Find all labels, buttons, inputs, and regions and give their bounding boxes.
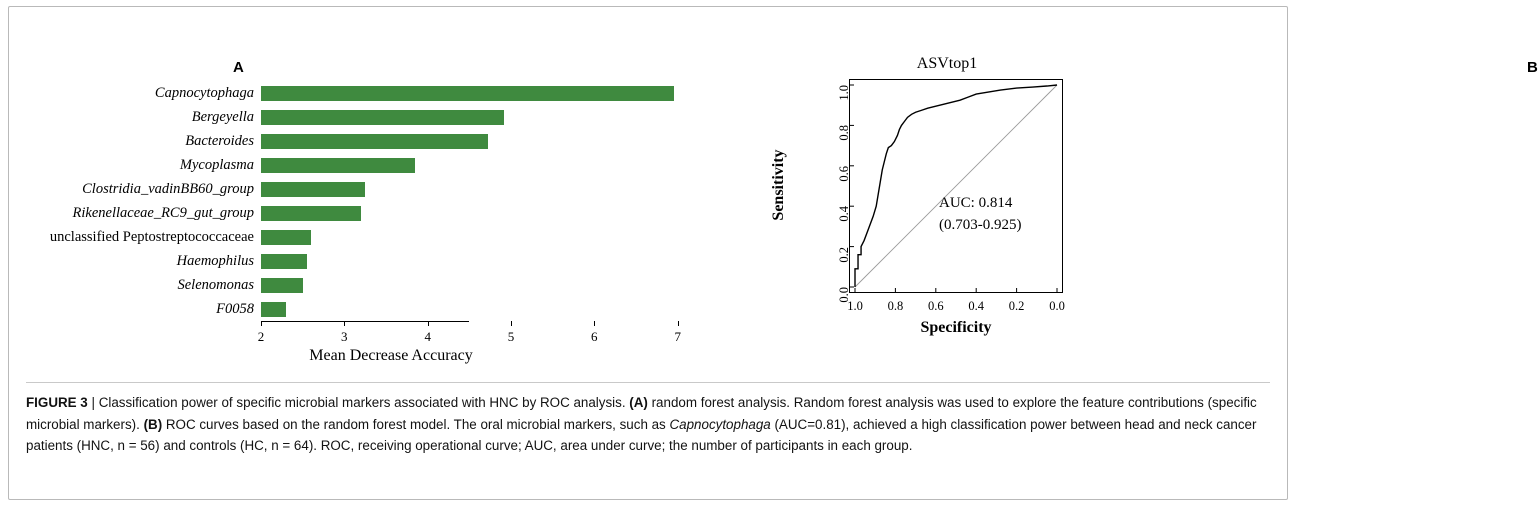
roc-y-tick-label: 0.4 [837, 206, 852, 222]
roc-x-tick-label: 1.0 [847, 299, 863, 313]
roc-y-tick-label: 0.6 [837, 165, 852, 182]
bar-chart-plot-area [49, 81, 711, 321]
roc-y-tick-label: 1.0 [837, 85, 852, 101]
bar-row [191, 105, 711, 129]
x-axis-tick-label: 7 [674, 329, 681, 344]
bar-category-label: Bergeyella [191, 108, 254, 125]
x-axis-tick-label: 4 [424, 329, 431, 344]
caption-segment: random forest analysis. Random forest analysis was used to explore the feature contributions (specific microbial markers). [26, 395, 1257, 432]
figure-panels [9, 7, 1538, 375]
bar-category-label: F0058 [216, 300, 254, 317]
roc-x-tick-label: 0.2 [1008, 299, 1025, 313]
roc-y-tick-label: 0.0 [837, 287, 852, 303]
bar-rect [261, 134, 488, 149]
caption-segment: ROC curves based on the random forest model. The oral microbial markers, such as [162, 416, 670, 432]
caption-segment: (A) [629, 395, 648, 410]
roc-curve-svg [849, 79, 1063, 293]
x-axis-tick-label: 2 [257, 329, 265, 344]
roc-y-tick-labels [815, 79, 852, 303]
roc-auc-annotation [939, 193, 1022, 237]
bar-row [72, 201, 711, 225]
x-axis-tick [594, 321, 595, 326]
bar-rect [261, 230, 311, 245]
bar-category-label: Capnocytophaga [154, 84, 254, 101]
bar-category-label: Mycoplasma [179, 156, 254, 173]
bar-row [176, 249, 711, 273]
x-axis-line [261, 321, 469, 322]
x-axis-tick [344, 321, 345, 326]
x-axis-tick [261, 321, 262, 326]
bar-row [216, 297, 711, 321]
bar-rect [261, 206, 361, 221]
roc-y-tick-label: 0.8 [837, 125, 852, 142]
x-axis-tick-label: 6 [591, 329, 598, 344]
bar-row [154, 81, 711, 105]
bar-rect [261, 158, 415, 173]
roc-y-axis-title: Sensitivity [770, 149, 787, 221]
bar-row [185, 129, 711, 153]
roc-x-tick-label: 0.4 [968, 299, 984, 313]
roc-x-tick-label: 0.0 [1049, 299, 1065, 313]
x-axis-tick [678, 321, 679, 326]
panel-b-label: B [1527, 59, 1538, 76]
bar-rect [261, 110, 504, 125]
caption-segment: Capnocytophaga [669, 416, 771, 432]
panel-a [9, 7, 749, 375]
bar-row [177, 273, 711, 297]
bar-category-label: Haemophilus [176, 252, 254, 269]
bar-rect [261, 86, 674, 101]
roc-x-tick-label: 0.8 [887, 299, 904, 313]
bar-category-label: Clostridia_vadinBB60_group [82, 180, 254, 197]
bar-category-label: Rikenellaceae_RC9_gut_group [72, 204, 254, 221]
caption-segment: Classification power of specific microbial markers associated with HNC by ROC analysis. [98, 395, 630, 410]
bar-row [179, 153, 711, 177]
caption-divider [26, 382, 1270, 383]
caption-segment: (AUC=0.81), achieved a high classification power between head and neck cancer patients (HNC, n = 56) and controls (HC, n = 64). ROC, receiving operational curve; AUC, area under curve; the number of participants in each group. [26, 416, 1257, 454]
roc-auc-ci: (0.703-0.925) [939, 216, 1022, 233]
bar-category-label: Bacteroides [185, 132, 254, 149]
roc-diagonal-reference-line [855, 85, 1057, 287]
panel-a-label: A [233, 59, 244, 76]
bar-rect [261, 182, 365, 197]
bar-rect [261, 302, 286, 317]
x-axis-tick-label: 5 [507, 329, 515, 344]
figure-caption: FIGURE 3 | Classification power of specific microbial markers associated with HNC by ROC analysis. (A) random forest analysis. Random forest analysis was used to explore the feature contributions (specific microbial markers). (B) ROC curves based on the random forest model. The oral microbial markers, such as Capnocytophaga (AUC=0.81), achieved a high classification power between head and neck cancer patients (HNC, n = 56) and controls (HC, n = 64). ROC, receiving operational curve; AUC, area under curve; the number of participants in each group. [26, 395, 1257, 454]
bar-category-label: Selenomonas [177, 276, 254, 293]
x-axis-tick-label: 3 [341, 329, 348, 344]
caption-segment: (B) [143, 416, 163, 432]
bar-rect [261, 278, 303, 293]
roc-x-tick-label: 0.6 [927, 299, 944, 313]
x-axis-tick [511, 321, 512, 326]
roc-auc-value: AUC: 0.814 [939, 195, 1013, 211]
roc-chart-title: ASVtop1 [916, 55, 978, 72]
bar-row [82, 177, 711, 201]
figure-number: FIGURE 3 [26, 395, 88, 410]
bar-row [49, 225, 711, 249]
x-axis-tick [428, 321, 429, 326]
roc-x-tick-labels [849, 299, 1063, 315]
bar-chart-x-axis-title: Mean Decrease Accuracy [309, 347, 473, 364]
roc-y-tick-label: 0.2 [837, 246, 852, 263]
bar-rect [261, 254, 307, 269]
bar-category-label: unclassified Peptostreptococcaceae [49, 228, 254, 245]
roc-x-axis-title: Specificity [920, 319, 992, 336]
